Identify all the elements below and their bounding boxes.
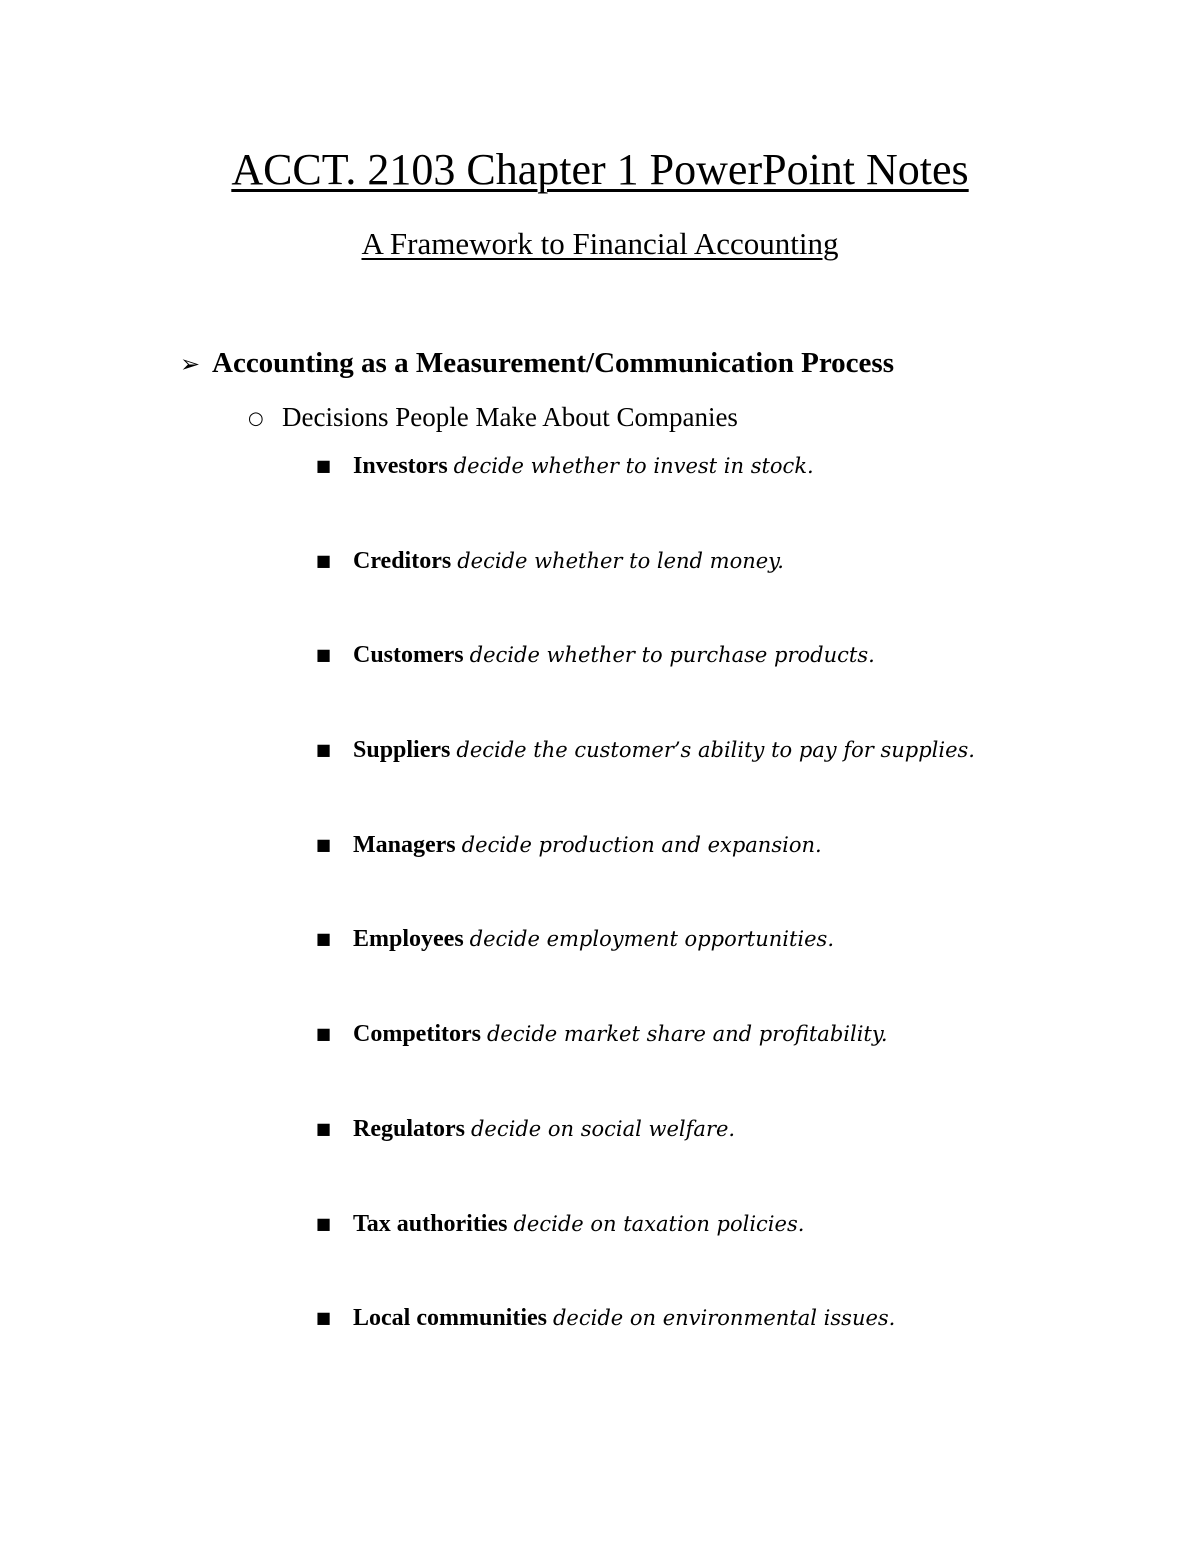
square-bullet-icon: ■ xyxy=(316,1308,332,1328)
item-term: Managers xyxy=(353,831,456,858)
item-description: decide on taxation policies. xyxy=(513,1211,805,1236)
item-description: decide whether to purchase products. xyxy=(469,643,875,668)
list-item-regulators xyxy=(316,1113,975,1208)
document-title xyxy=(0,142,1200,198)
square-bullet-icon: ■ xyxy=(316,1118,332,1138)
item-term: Competitors xyxy=(353,1021,481,1048)
item-term: Creditors xyxy=(353,547,452,574)
section-heading xyxy=(180,344,894,383)
document-subtitle xyxy=(0,224,1200,264)
item-description: decide the customer’s ability to pay for supplies. xyxy=(456,738,975,763)
document-title-text: ACCT. 2103 Chapter 1 PowerPoint Notes xyxy=(231,145,969,194)
list-item-creditors xyxy=(316,545,975,640)
document-subtitle-text: A Framework to Financial Accounting xyxy=(361,226,839,261)
item-description: decide on social welfare. xyxy=(470,1116,736,1141)
item-term: Customers xyxy=(353,642,464,669)
list-item-employees xyxy=(316,923,975,1018)
list-item-tax-authorities xyxy=(316,1208,975,1303)
item-term: Local communities xyxy=(353,1305,547,1332)
list-item-managers xyxy=(316,829,975,924)
item-term: Regulators xyxy=(353,1115,465,1142)
circle-bullet-icon: ○ xyxy=(248,408,264,429)
item-description: decide whether to invest in stock. xyxy=(453,454,814,478)
list-item-suppliers xyxy=(316,734,975,829)
list-item-local-communities xyxy=(316,1302,975,1397)
square-bullet-icon: ■ xyxy=(316,1024,332,1044)
item-description: decide whether to lend money. xyxy=(457,548,784,573)
arrow-bullet-icon: ➢ xyxy=(180,350,201,378)
decision-makers-list xyxy=(316,450,975,1397)
item-term: Tax authorities xyxy=(353,1210,508,1237)
square-bullet-icon: ■ xyxy=(316,929,332,949)
square-bullet-icon: ■ xyxy=(316,1213,332,1233)
item-term: Investors xyxy=(353,453,448,479)
list-item-customers xyxy=(316,639,975,734)
section-heading-text: Accounting as a Measurement/Communication Process xyxy=(212,347,894,379)
list-item-competitors xyxy=(316,1018,975,1113)
square-bullet-icon: ■ xyxy=(316,740,332,760)
square-bullet-icon: ■ xyxy=(316,834,332,854)
square-bullet-icon: ■ xyxy=(316,456,332,475)
item-description: decide on environmental issues. xyxy=(552,1306,896,1331)
item-description: decide market share and profitability. xyxy=(486,1022,888,1047)
subsection-heading-text: Decisions People Make About Companies xyxy=(282,402,738,432)
list-item-investors xyxy=(316,450,975,545)
item-description: decide production and expansion. xyxy=(461,832,822,857)
item-term: Suppliers xyxy=(353,737,451,764)
item-term: Employees xyxy=(353,926,464,953)
item-description: decide employment opportunities. xyxy=(469,927,835,952)
square-bullet-icon: ■ xyxy=(316,550,332,570)
subsection-heading xyxy=(248,400,738,436)
square-bullet-icon: ■ xyxy=(316,645,332,665)
